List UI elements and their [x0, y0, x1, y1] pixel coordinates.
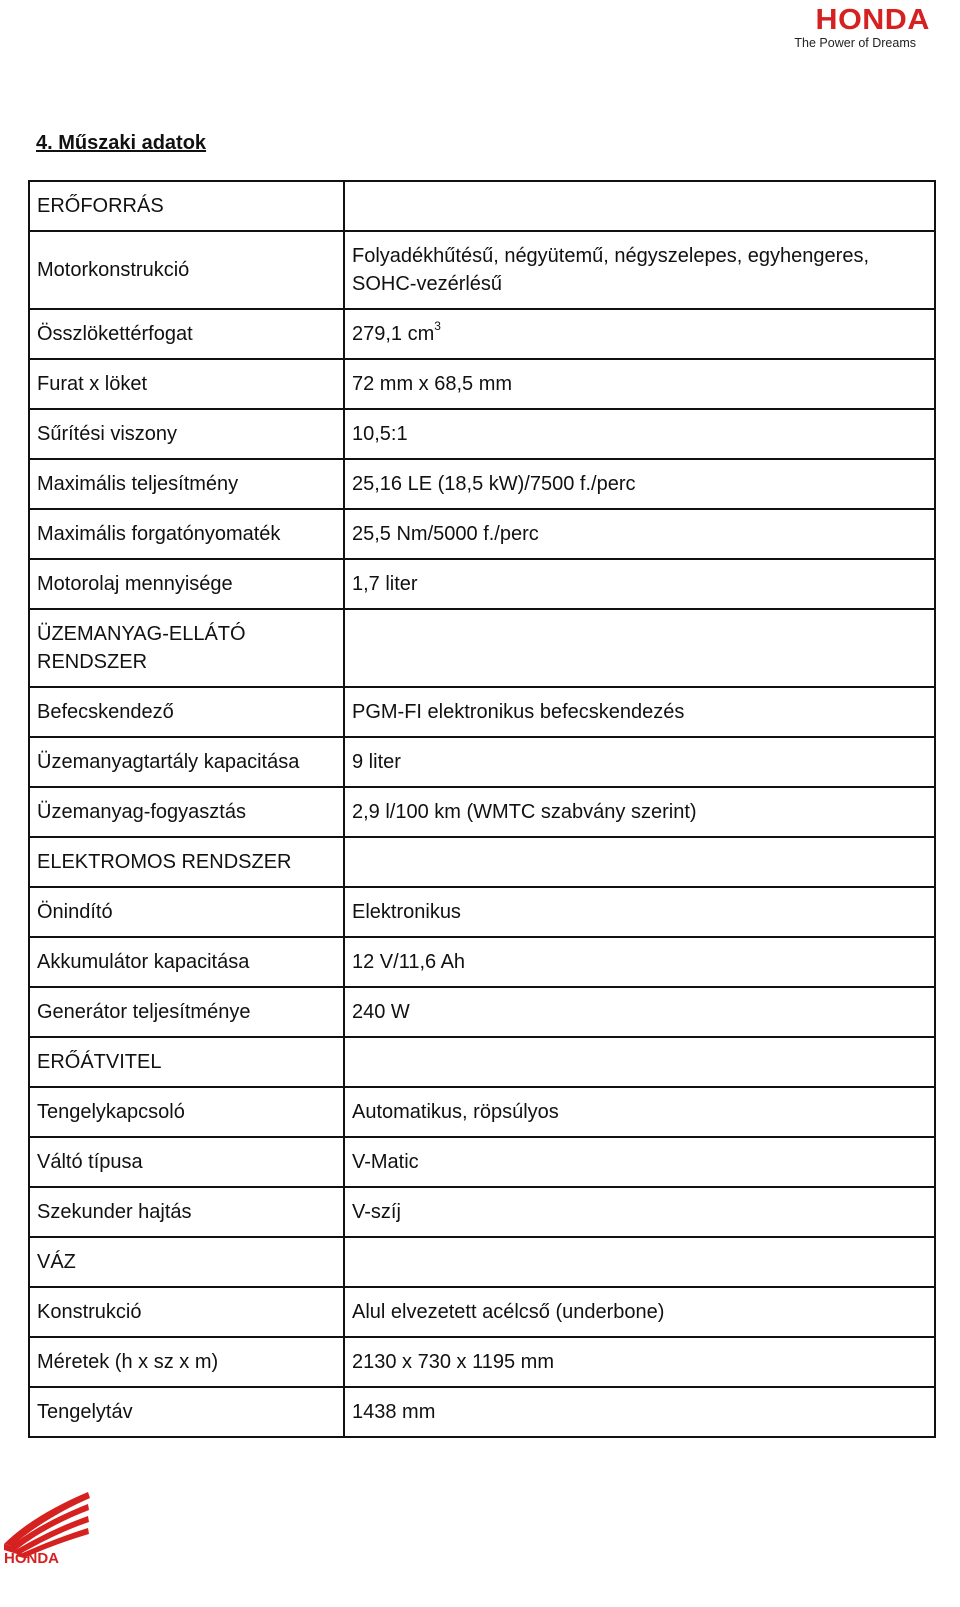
spec-value-text: V-szíj — [352, 1201, 401, 1223]
footer-brand: HONDA — [4, 1550, 59, 1566]
spec-value-text: 279,1 cm — [352, 323, 435, 345]
spec-label: Váltó típusa — [29, 1137, 344, 1187]
section-header-row — [29, 837, 935, 887]
spec-label: Önindító — [29, 887, 344, 937]
section-value-empty — [344, 609, 935, 687]
spec-row — [29, 687, 935, 737]
spec-value — [344, 231, 935, 309]
spec-value-text: Alul elvezetett acélcső (underbone) — [352, 1301, 665, 1323]
spec-value — [344, 937, 935, 987]
spec-value-text: PGM-FI elektronikus befecskendezés — [352, 701, 685, 723]
spec-label: Konstrukció — [29, 1287, 344, 1337]
spec-value — [344, 1087, 935, 1137]
spec-value — [344, 309, 935, 359]
spec-label: Maximális forgatónyomaték — [29, 509, 344, 559]
spec-row — [29, 359, 935, 409]
spec-row — [29, 1337, 935, 1387]
brand-tagline: The Power of Dreams — [794, 36, 916, 50]
section-title: VÁZ — [29, 1237, 344, 1287]
spec-value-text: Folyadékhűtésű, négyütemű, négyszelepes, egyhengeres, SOHC-vezérlésű — [352, 245, 870, 295]
spec-label: Befecskendező — [29, 687, 344, 737]
spec-value-text: 240 W — [352, 1001, 410, 1023]
unit-superscript: 3 — [434, 319, 441, 333]
spec-label: Generátor teljesítménye — [29, 987, 344, 1037]
spec-value — [344, 509, 935, 559]
spec-row — [29, 1387, 935, 1437]
section-title: ELEKTROMOS RENDSZER — [29, 837, 344, 887]
spec-value — [344, 409, 935, 459]
spec-row — [29, 559, 935, 609]
spec-row — [29, 509, 935, 559]
spec-value-text: 10,5:1 — [352, 423, 408, 445]
spec-value-text: Automatikus, röpsúlyos — [352, 1101, 559, 1123]
spec-value — [344, 1137, 935, 1187]
spec-row — [29, 409, 935, 459]
spec-value-text: 12 V/11,6 Ah — [352, 951, 466, 973]
spec-value-text: 72 mm x 68,5 mm — [352, 373, 513, 395]
honda-header-logo — [750, 4, 930, 50]
page-title: 4. Műszaki adatok — [36, 132, 207, 154]
section-value-empty — [344, 837, 935, 887]
spec-row — [29, 1287, 935, 1337]
spec-label: Szekunder hajtás — [29, 1187, 344, 1237]
spec-row — [29, 309, 935, 359]
spec-row — [29, 987, 935, 1037]
section-title: ERŐFORRÁS — [29, 181, 344, 231]
section-header-row — [29, 1237, 935, 1287]
spec-row — [29, 459, 935, 509]
spec-label: Sűrítési viszony — [29, 409, 344, 459]
section-header-row — [29, 609, 935, 687]
section-header-row — [29, 181, 935, 231]
spec-label: Méretek (h x sz x m) — [29, 1337, 344, 1387]
spec-value-text: 2,9 l/100 km (WMTC szabvány szerint) — [352, 801, 697, 823]
brand-wordmark: HONDA — [815, 4, 930, 36]
spec-value-text: 1438 mm — [352, 1401, 436, 1423]
spec-row — [29, 1137, 935, 1187]
spec-label: Tengelykapcsoló — [29, 1087, 344, 1137]
section-value-empty — [344, 1237, 935, 1287]
spec-table — [28, 180, 936, 1438]
spec-value — [344, 1387, 935, 1437]
spec-row — [29, 231, 935, 309]
spec-value — [344, 359, 935, 409]
spec-value-text: Elektronikus — [352, 901, 461, 923]
spec-value-text: 25,5 Nm/5000 f./perc — [352, 523, 539, 545]
spec-value — [344, 737, 935, 787]
spec-row — [29, 737, 935, 787]
section-value-empty — [344, 181, 935, 231]
section-value-empty — [344, 1037, 935, 1087]
spec-label: Motorolaj mennyisége — [29, 559, 344, 609]
spec-label: Furat x löket — [29, 359, 344, 409]
spec-label: Üzemanyagtartály kapacitása — [29, 737, 344, 787]
spec-value — [344, 459, 935, 509]
spec-row — [29, 1087, 935, 1137]
spec-row — [29, 937, 935, 987]
spec-value — [344, 687, 935, 737]
spec-label: Üzemanyag-fogyasztás — [29, 787, 344, 837]
spec-value — [344, 1187, 935, 1237]
section-header-row — [29, 1037, 935, 1087]
section-title: ÜZEMANYAG-ELLÁTÓ RENDSZER — [29, 609, 344, 687]
spec-value — [344, 1337, 935, 1387]
spec-label: Tengelytáv — [29, 1387, 344, 1437]
spec-label: Maximális teljesítmény — [29, 459, 344, 509]
spec-value-text: 2130 x 730 x 1195 mm — [352, 1351, 554, 1373]
spec-value — [344, 559, 935, 609]
honda-wing-logo-icon — [0, 1486, 100, 1566]
spec-value — [344, 787, 935, 837]
spec-value-text: 1,7 liter — [352, 573, 418, 595]
spec-value — [344, 1287, 935, 1337]
spec-value-text: V-Matic — [352, 1151, 419, 1173]
spec-row — [29, 887, 935, 937]
spec-label: Összlökettérfogat — [29, 309, 344, 359]
spec-value — [344, 987, 935, 1037]
section-title: ERŐÁTVITEL — [29, 1037, 344, 1087]
spec-value-text: 9 liter — [352, 751, 401, 773]
spec-label: Motorkonstrukció — [29, 231, 344, 309]
spec-row — [29, 1187, 935, 1237]
spec-label: Akkumulátor kapacitása — [29, 937, 344, 987]
spec-row — [29, 787, 935, 837]
spec-value — [344, 887, 935, 937]
spec-value-text: 25,16 LE (18,5 kW)/7500 f./perc — [352, 473, 636, 495]
